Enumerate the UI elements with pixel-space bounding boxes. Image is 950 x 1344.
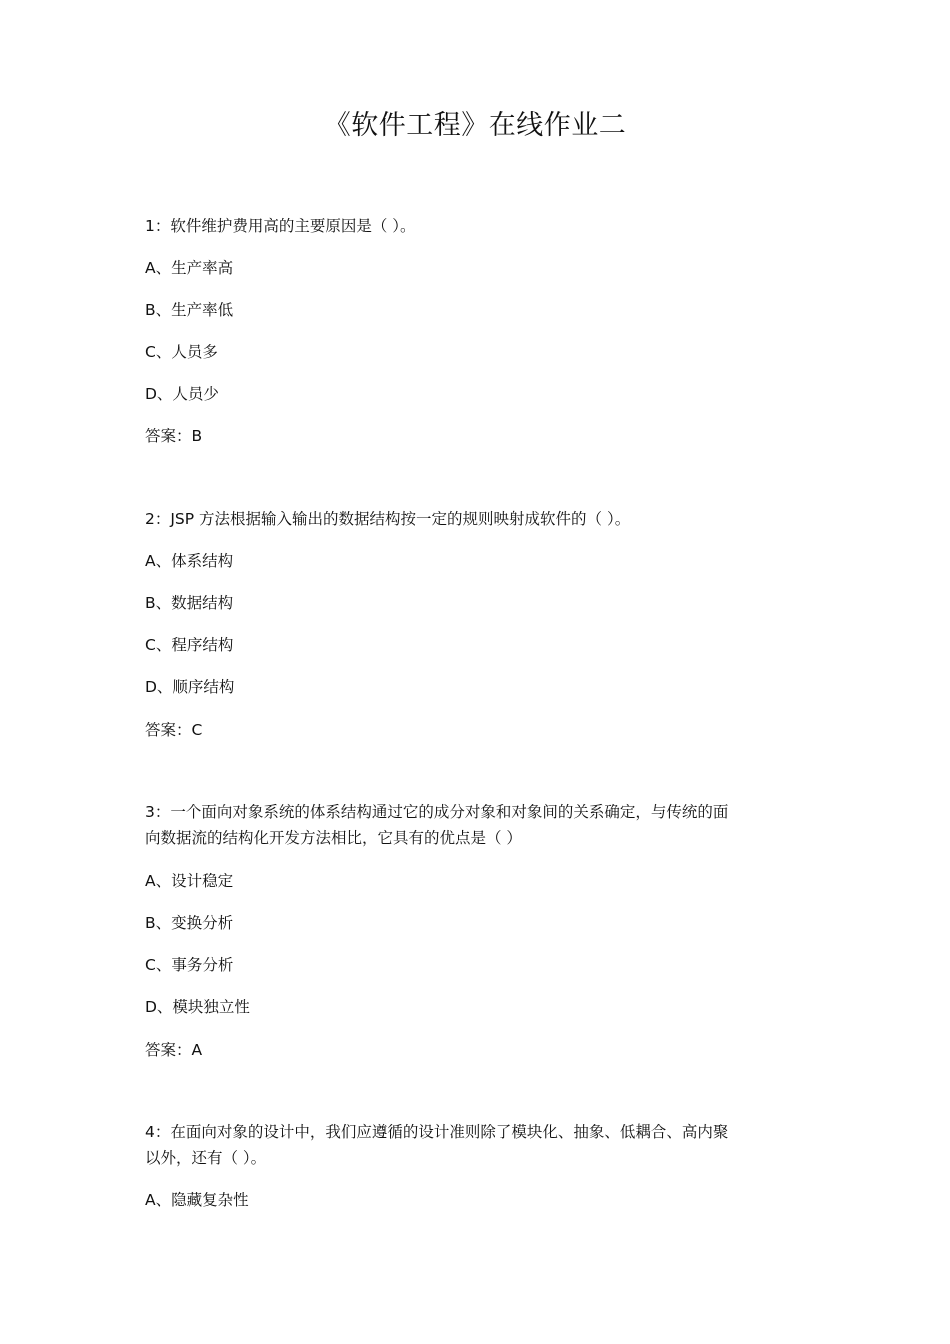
question-3-option-b: B、变换分析 [145,914,234,932]
document-title: 《软件工程》在线作业二 [323,110,627,141]
question-1-answer: 答案：B [145,427,203,445]
question-3-text-line-2: 向数据流的结构化开发方法相比，它具有的优点是（ ） [145,829,522,847]
question-1-option-a: A、生产率高 [145,259,234,277]
question-2-option-a: A、体系结构 [145,552,234,570]
question-3-option-a: A、设计稳定 [145,872,234,890]
question-2-option-c: C、程序结构 [145,636,234,654]
question-3-answer: 答案：A [145,1041,203,1059]
question-4-text-line-2: 以外，还有（ ）。 [145,1149,267,1167]
question-2-text: 2：JSP 方法根据输入输出的数据结构按一定的规则映射成软件的（ ）。 [145,510,631,528]
question-3-option-d: D、模块独立性 [145,998,250,1016]
question-2-option-d: D、顺序结构 [145,678,235,696]
question-2-answer: 答案：C [145,721,203,739]
question-1-option-b: B、生产率低 [145,301,234,319]
question-1-text: 1：软件维护费用高的主要原因是（ ）。 [145,217,416,235]
question-3-option-c: C、事务分析 [145,956,234,974]
question-4-option-a: A、隐藏复杂性 [145,1191,249,1209]
question-3-text-line-1: 3：一个面向对象系统的体系结构通过它的成分对象和对象间的关系确定，与传统的面 [145,803,729,821]
question-1-option-d: D、人员少 [145,385,219,403]
question-2-option-b: B、数据结构 [145,594,234,612]
question-1-option-c: C、人员多 [145,343,218,361]
question-4-text-line-1: 4：在面向对象的设计中，我们应遵循的设计准则除了模块化、抽象、低耦合、高内聚 [145,1123,729,1141]
